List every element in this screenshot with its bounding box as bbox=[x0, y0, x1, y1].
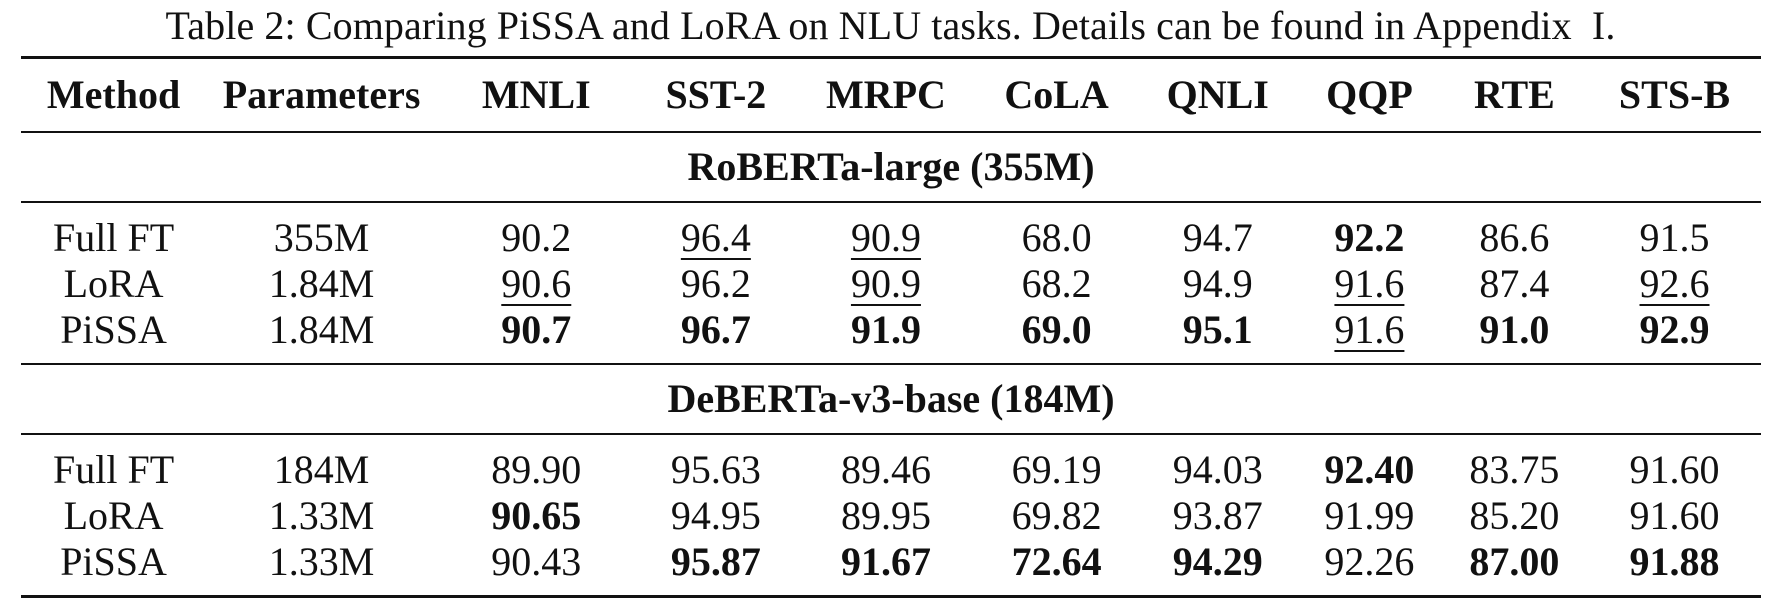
column-header: MRPC bbox=[796, 58, 976, 133]
column-header: STS-B bbox=[1588, 58, 1761, 133]
table-cell: 90.2 bbox=[501, 215, 572, 260]
table-cell: 91.5 bbox=[1639, 215, 1710, 260]
method-cell: PiSSA bbox=[21, 539, 206, 597]
column-header: Parameters bbox=[206, 58, 437, 133]
table-cell: 87.4 bbox=[1479, 261, 1550, 306]
table-cell: 92.9 bbox=[1639, 307, 1710, 352]
column-header: CoLA bbox=[976, 58, 1138, 133]
table-cell: 96.4 bbox=[680, 215, 751, 260]
method-cell: LoRA bbox=[63, 493, 164, 538]
table-cell: 91.99 bbox=[1324, 493, 1415, 538]
table-row bbox=[21, 307, 1761, 364]
table-cell: 90.9 bbox=[850, 261, 921, 306]
method-cell: Full FT bbox=[52, 447, 175, 492]
table-cell: 92.6 bbox=[1639, 261, 1710, 306]
column-header: MNLI bbox=[437, 58, 636, 133]
table-row bbox=[21, 434, 1761, 493]
table-cell: 86.6 bbox=[1479, 215, 1550, 260]
table-cell: 91.0 bbox=[1479, 307, 1550, 352]
table-cell: 94.95 bbox=[670, 493, 761, 538]
table-cell: 69.19 bbox=[1011, 447, 1102, 492]
method-cell: LoRA bbox=[63, 261, 164, 306]
table-cell: 94.03 bbox=[1172, 447, 1263, 492]
table-cell: 91.60 bbox=[1629, 493, 1720, 538]
column-header: QQP bbox=[1298, 58, 1441, 133]
table-cell: 90.43 bbox=[437, 539, 636, 597]
table-cell: 72.64 bbox=[976, 539, 1138, 597]
table-cell: 93.87 bbox=[1172, 493, 1263, 538]
table-cell: 94.9 bbox=[1182, 261, 1253, 306]
table-cell: 87.00 bbox=[1441, 539, 1588, 597]
header-row bbox=[21, 58, 1761, 133]
table-cell: 92.2 bbox=[1334, 215, 1405, 260]
section-header-row bbox=[21, 132, 1761, 202]
table-cell: 95.1 bbox=[1182, 307, 1253, 352]
section-header-row bbox=[21, 364, 1761, 434]
table-caption: Table 2: Comparing PiSSA and LoRA on NLU tasks. Details can be found in Appendix I. bbox=[165, 3, 1616, 48]
table-cell: 96.7 bbox=[680, 307, 751, 352]
table-cell: 91.60 bbox=[1629, 447, 1720, 492]
section-title: RoBERTa-large (355M) bbox=[21, 132, 1761, 202]
table-cell: 68.0 bbox=[1021, 215, 1092, 260]
table-row bbox=[21, 539, 1761, 597]
table-cell: 95.87 bbox=[636, 539, 797, 597]
table-cell: 92.40 bbox=[1324, 447, 1415, 492]
table-cell: 89.90 bbox=[491, 447, 582, 492]
table-cell: 91.9 bbox=[850, 307, 921, 352]
results-table bbox=[21, 56, 1761, 598]
table-cell: 90.65 bbox=[491, 493, 582, 538]
column-header: QNLI bbox=[1137, 58, 1298, 133]
table-cell: 90.9 bbox=[850, 215, 921, 260]
table-cell: 69.0 bbox=[1021, 307, 1092, 352]
table-cell: 91.88 bbox=[1588, 539, 1761, 597]
parameters-cell: 355M bbox=[273, 215, 370, 260]
section-title: DeBERTa-v3-base (184M) bbox=[21, 364, 1761, 434]
table-cell: 90.7 bbox=[501, 307, 572, 352]
table-row bbox=[21, 202, 1761, 261]
table-cell: 91.67 bbox=[796, 539, 976, 597]
table-cell: 90.6 bbox=[501, 261, 572, 306]
parameters-cell: 184M bbox=[273, 447, 370, 492]
table-row bbox=[21, 261, 1761, 307]
column-header: SST-2 bbox=[636, 58, 797, 133]
method-cell: PiSSA bbox=[60, 307, 167, 352]
table-cell: 96.2 bbox=[680, 261, 751, 306]
table-cell: 83.75 bbox=[1469, 447, 1560, 492]
table-cell: 94.7 bbox=[1182, 215, 1253, 260]
parameters-cell: 1.84M bbox=[268, 307, 375, 352]
table-cell: 85.20 bbox=[1469, 493, 1560, 538]
table-cell: 95.63 bbox=[670, 447, 761, 492]
table-cell: 94.29 bbox=[1137, 539, 1298, 597]
method-cell: Full FT bbox=[52, 215, 175, 260]
parameters-cell: 1.84M bbox=[268, 261, 375, 306]
column-header: RTE bbox=[1441, 58, 1588, 133]
column-header: Method bbox=[21, 58, 206, 133]
table-cell: 69.82 bbox=[1011, 493, 1102, 538]
table-cell: 91.6 bbox=[1334, 307, 1405, 352]
parameters-cell: 1.33M bbox=[206, 539, 437, 597]
table-cell: 92.26 bbox=[1298, 539, 1441, 597]
table-cell: 91.6 bbox=[1334, 261, 1405, 306]
table-cell: 68.2 bbox=[1021, 261, 1092, 306]
table-cell: 89.95 bbox=[840, 493, 931, 538]
parameters-cell: 1.33M bbox=[268, 493, 375, 538]
table-row bbox=[21, 493, 1761, 539]
table-cell: 89.46 bbox=[840, 447, 931, 492]
